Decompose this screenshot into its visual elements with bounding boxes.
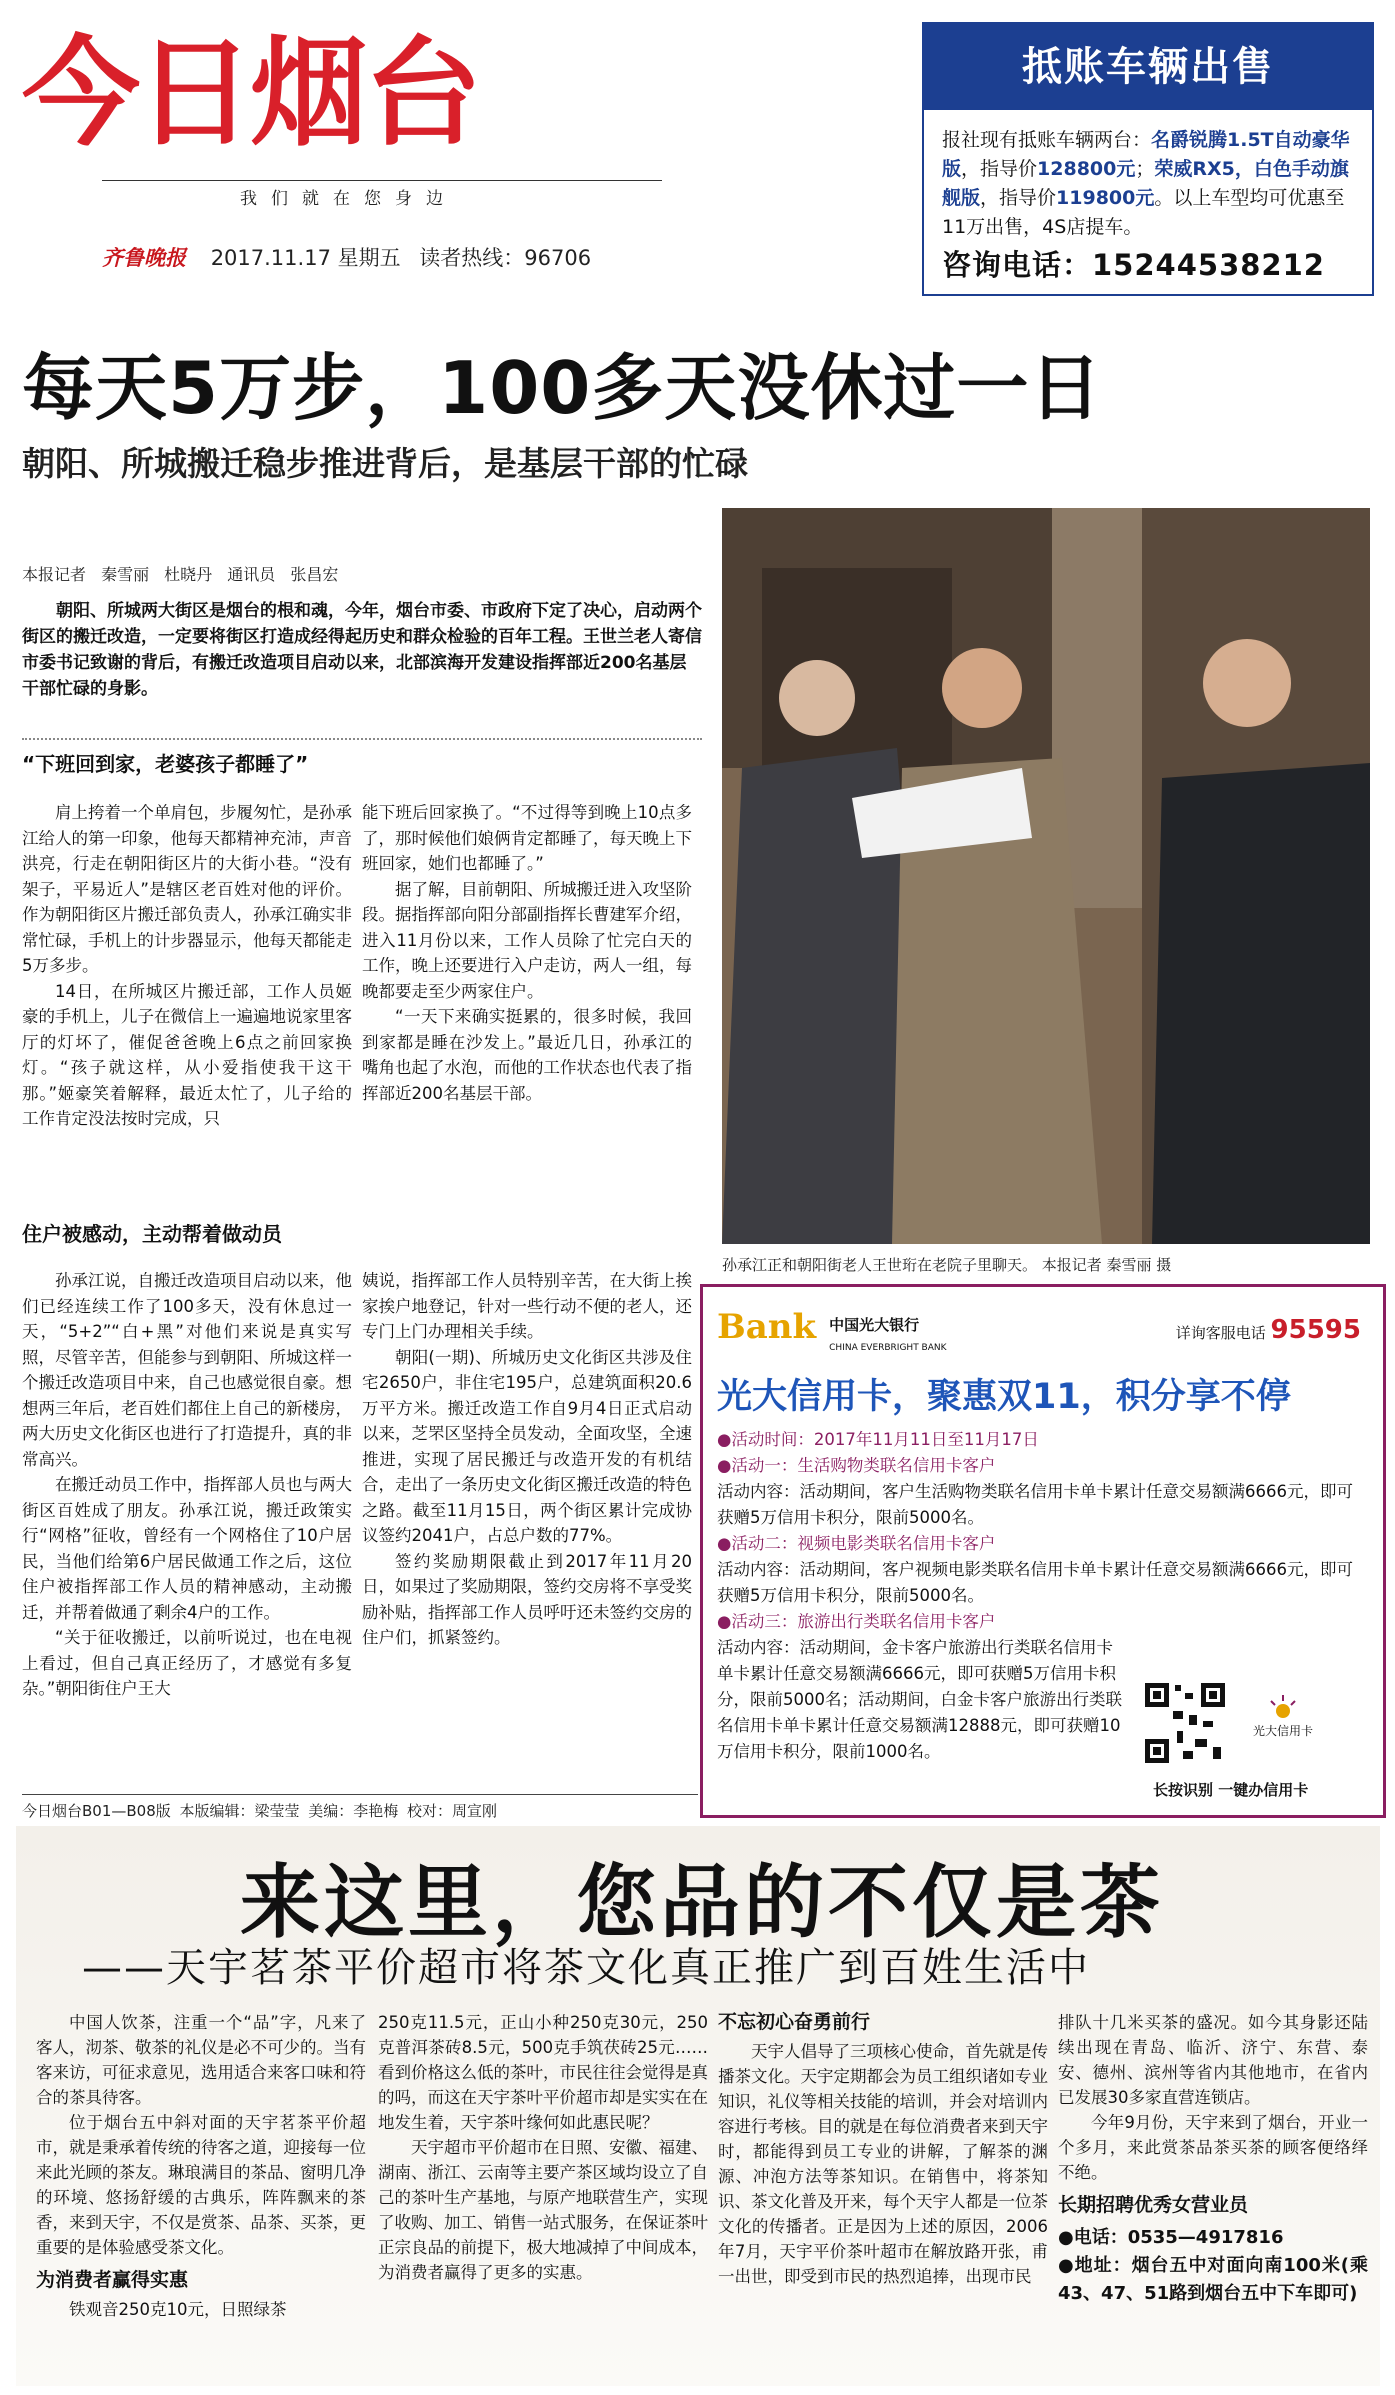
byline: 本报记者 秦雪丽 杜晓丹 通讯员 张昌宏: [22, 565, 339, 584]
bank-logo: Bank: [717, 1307, 817, 1347]
car-ad-body: 报社现有抵账车辆两台：名爵锐腾1.5T自动豪华版，指导价128800元；荣威RX5，白色手动旗舰版，指导价119800元。以上车型均可优惠至11万出售，4S店提车。: [942, 129, 1350, 238]
masthead: [22, 18, 722, 188]
tea-ad-subtitle: ——天宇茗茶平价超市将茶文化真正推广到百姓生活中: [82, 1945, 1090, 1991]
publisher-brand: 齐鲁晚报: [102, 245, 186, 270]
bank-name: 中国光大银行: [829, 1315, 920, 1334]
tea-recruit: 长期招聘优秀女营业员: [1058, 2194, 1249, 2216]
column-2a: 孙承江说，自搬迁改造项目启动以来，他们已经连续工作了100多天，没有休息过一天，“5+2”“白+黑”对他们来说是真实写照，尽管辛苦，但能参与到朝阳、所城这样一个搬迁改造项目中来，自己也感觉很自豪。想想两三年后，老百姓们都住上自己的新楼房，两大历史文化街区也进行了打造提升，真的非常高兴。 在搬迁动员工作中，指挥部人员也与两大街区百姓成了朋友。孙承江说，搬迁政策实行“网格”征收，曾经有一个网格住了10户居民，当他们给第6户居民做通工作之后，这位住户被指挥部工作人员的精神感动，主动搬迁，并帮着做通了剩余4户的工作。 “关于征收搬迁，以前听说过，也在电视上看过，但自己真正经历了，才感觉有多复杂。”朝阳街住户王大: [22, 1271, 352, 1698]
news-photo: [722, 508, 1370, 1244]
bank-ad-text: ●活动时间：2017年11月11日至11月17日 ●活动一：生活购物类联名信用卡客户 活动内容：活动期间，客户生活购物类联名信用卡单卡累计任意交易额满6666元，即可获赠5万信用卡积分，限前5000名。 ●活动二：视频电影类联名信用卡客户 活动内容：活动期间，客户视频电影类联名信用卡单卡累计任意交易额满6666元，即可获赠5万信用卡积分，限前5000名。 ●活动三：旅游出行类联名信用卡客户 活动内容：活动期间，金卡客户旅游出行类联名信用卡单卡累计任意交易额满6666元，即可获赠5万信用卡积分，限前5000名；活动期间，白金卡客户旅游出行类联名信用卡单卡累计任意交易额满12888元，即可获赠10万信用卡积分，限前1000名。: [717, 1430, 1353, 1761]
column-2b: 姨说，指挥部工作人员特别辛苦，在大街上挨家挨户地登记，针对一些行动不便的老人，还专门上门办理相关手续。 朝阳(一期)、所城历史文化街区共涉及住宅2650户，非住宅195户，总建筑面积20.6万平方米。搬迁改造工作自9月4日正式启动以来，芝罘区坚持全员发动，全面攻坚，全速推进，实现了居民搬迁与改造开发的有机结合，走出了一条历史文化街区搬迁改造的特色之路。截至11月15日，两个街区累计完成协议签约2041户，占总户数的77%。 签约奖励期限截止到2017年11月20日，如果过了奖励期限，签约交房将不享受奖励补贴，指挥部工作人员呼吁还未签约交房的住户们，抓紧签约。: [362, 1271, 692, 1647]
section-heading-1: “下班回到家，老婆孩子都睡了”: [22, 752, 309, 776]
tea-section-1: 为消费者赢得实惠: [36, 2269, 189, 2291]
section-heading-2: 住户被感动，主动帮着做动员: [22, 1222, 282, 1246]
sun-icon: [1263, 1693, 1303, 1719]
reader-hotline: 读者热线：96706: [419, 246, 592, 270]
tea-column-1: 中国人饮茶，注重一个“品”字，凡来了客人，沏茶、敬茶的礼仪是必不可少的。当有客来访，可征求意见，选用适合来客口味和符合的茶具待客。 位于烟台五中斜对面的天宇茗茶平价超市，就是秉承着传统的待客之道，迎接每一位来此光顾的茶友。琳琅满目的茶品、窗明几净的环境、悠扬舒缓的古典乐，阵阵飘来的茶香，来到天宇，不仅是赏茶、品茶、买茶，更重要的是体验感受茶文化。 为消费者赢得实惠 铁观音250克10元，日照绿茶: [36, 2013, 366, 2319]
tea-address: ●地址：烟台五中对面向南100米(乘43、47、51路到烟台五中下车即可): [1058, 2255, 1368, 2304]
column-1b: 能下班后回家换了。“不过得等到晚上10点多了，那时候他们娘俩肯定都睡了，每天晚上下班回家，她们也都睡了。” 据了解，目前朝阳、所城搬迁进入攻坚阶段。据指挥部向阳分部副指挥长曹建军介绍，进入11月份以来，工作人员除了忙完白天的工作，晚上还要进行入户走访，两人一组，每晚都要走至少两家住户。 “一天下来确实挺累的，很多时候，我回到家都是睡在沙发上。”最近几日，孙承江的嘴角也起了水泡，而他的工作状态也代表了指挥部近200名基层干部。: [362, 803, 692, 1103]
column-1a: 肩上挎着一个单肩包，步履匆忙，是孙承江给人的第一印象，他每天都精神充沛，声音洪亮，行走在朝阳街区片的大街小巷。“没有架子，平易近人”是辖区老百姓对他的评价。作为朝阳街区片搬迁部负责人，孙承江确实非常忙碌，手机上的计步器显示，他每天都能走5万多步。 14日，在所城区片搬迁部，工作人员姬豪的手机上，儿子在微信上一遍遍地说家里客厅的灯坏了，催促爸爸晚上6点之前回家换灯。“孩子就这样，从小爱指使我干这干那。”姬豪笑着解释，最近太忙了，儿子给的工作肯定没法按时完成，只: [22, 803, 352, 1128]
card-logo: 光大信用卡: [1253, 1693, 1313, 1739]
car-sale-ad: [922, 22, 1374, 296]
bank-ad: [700, 1284, 1386, 1818]
masthead-rule: [102, 180, 662, 181]
bank-brand: [717, 1307, 947, 1354]
qr-code-icon[interactable]: [1143, 1681, 1227, 1765]
masthead-slogan: 我们就在您身边: [240, 189, 457, 209]
page-footer: 今日烟台B01—B08版 本版编辑：梁莹莹 美编：李艳梅 校对：周宣刚: [22, 1802, 498, 1820]
car-ad-title: 抵账车辆出售: [924, 24, 1372, 110]
tea-section-2: 不忘初心奋勇前行: [718, 2011, 871, 2033]
lead-paragraph: 朝阳、所城两大街区是烟台的根和魂，今年，烟台市委、市政府下定了决心，启动两个街区的搬迁改造，一定要将街区打造成经得起历史和群众检验的百年工程。王世兰老人寄信市委书记致谢的背后，有搬迁改造项目启动以来，北部滨海开发建设指挥部近200名基层干部忙碌的身影。: [22, 601, 702, 699]
footer-rule: [22, 1794, 698, 1795]
dateline: [102, 242, 591, 272]
bank-name-en: CHINA EVERBRIGHT BANK: [829, 1342, 947, 1353]
headline: 每天5万步，100多天没休过一日: [22, 346, 1103, 430]
newspaper-logo: 今日烟台: [22, 24, 479, 162]
tea-phone: ●电话：0535—4917816: [1058, 2227, 1284, 2248]
tea-column-2: 250克11.5元，正山小种250克30元，250克普洱茶砖8.5元，500克手筑茯砖25元……看到价格这么低的茶叶，市民往往会觉得是真的吗，而这在天宇茶叶平价超市却是实实在在地发生着，天宇茶叶缘何如此惠民呢？ 天宇超市平价超市在日照、安徽、福建、湖南、浙江、云南等主要产茶区域均设立了自己的茶叶生产基地，与原产地联营生产，实现了收购、加工、销售一站式服务，在保证茶叶正宗良品的前提下，极大地减掉了中间成本，为消费者赢得了更多的实惠。: [378, 2013, 708, 2282]
tea-column-4: 排队十几米买茶的盛况。如今其身影还陆续出现在青岛、临沂、济宁、东营、泰安、德州、滨州等省内其他地市，在省内已发展30多家直营连锁店。 今年9月份，天宇来到了烟台，开业一个多月，来此赏茶品茶买茶的顾客便络绎不绝。 长期招聘优秀女营业员 ●电话：0535—4917816 ●地址：烟台五中对面向南100米(乘43、47、51路到烟台五中下车即可): [1058, 2010, 1368, 2308]
photo-illustration: [722, 508, 1370, 1244]
subheadline: 朝阳、所城搬迁稳步推进背后，是基层干部的忙碌: [22, 444, 748, 483]
scan-hint: 长按识别 一键办信用卡: [1153, 1781, 1309, 1799]
divider: [22, 738, 702, 740]
issue-date: 2017.11.17 星期五: [210, 246, 401, 270]
bank-hotline: 详询客服电话 95595: [1175, 1315, 1361, 1345]
tea-ad-title: 来这里，您品的不仅是茶: [240, 1856, 1164, 1949]
bank-ad-title: 光大信用卡，聚惠双11，积分享不停: [717, 1377, 1291, 1417]
tea-column-3: 不忘初心奋勇前行 天宇人倡导了三项核心使命，首先就是传播茶文化。天宇定期都会为员工组织诸如专业知识，礼仪等相关技能的培训，并会对培训内容进行考核。目的就是在每位消费者来到天宇时，都能得到员工专业的讲解，了解茶的渊源、冲泡方法等茶知识。在销售中，将茶知识、茶文化普及开来，每个天宇人都是一位茶文化的传播者。正是因为上述的原因，2006年7月，天宇平价茶叶超市在解放路开张，甫一出世，即受到市民的热烈追捧，出现市民: [718, 2011, 1048, 2286]
car-ad-phone: 咨询电话：15244538212: [942, 248, 1325, 282]
photo-caption: 孙承江正和朝阳街老人王世珩在老院子里聊天。 本报记者 秦雪丽 摄: [722, 1256, 1172, 1274]
